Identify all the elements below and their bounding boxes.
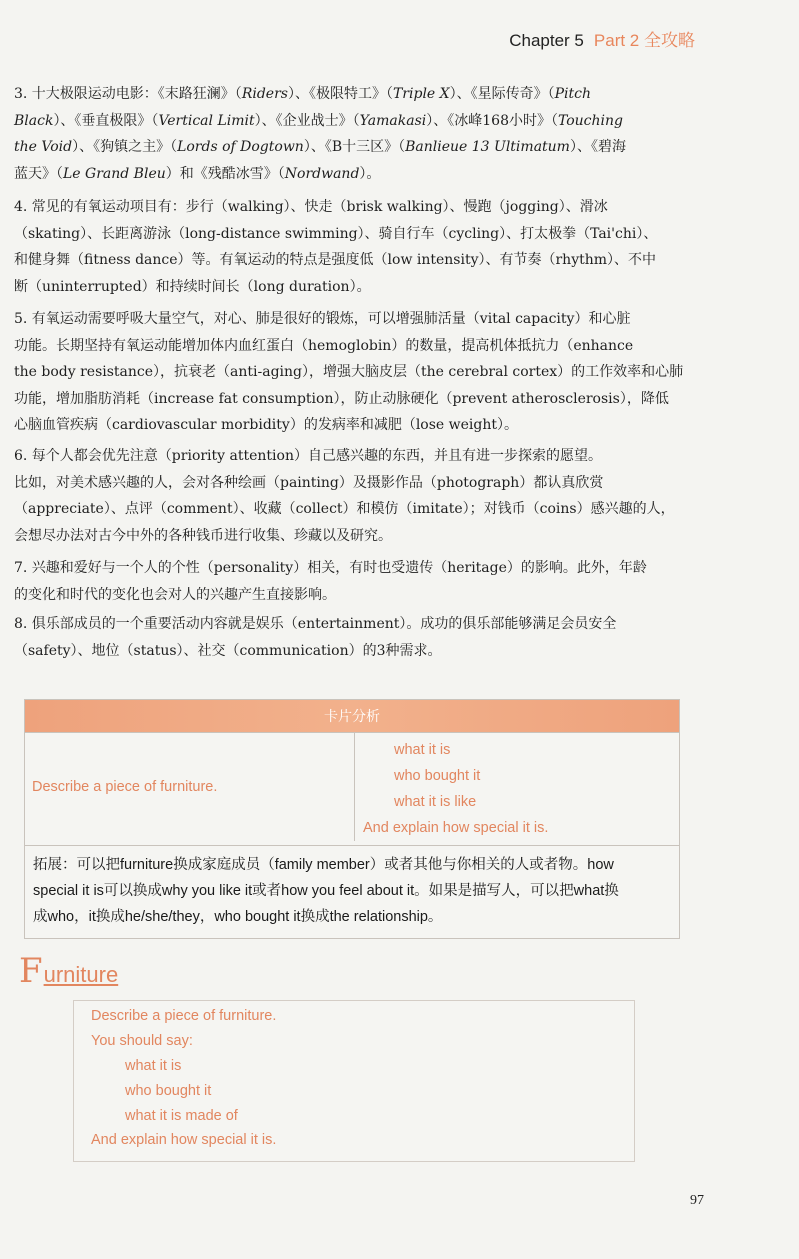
paragraph-line: 5. 有氧运动需要呼吸大量空气，对心、肺是很好的锻炼，可以增强肺活量（vital capacity）和心脏 bbox=[14, 311, 631, 327]
card-extension bbox=[25, 845, 679, 938]
paragraph-3-line-3: the Void）、《狗镇之主》（Lords of Dogtown）、《B十三区》（Banlieue 13 Ultimatum）、《碧海 bbox=[14, 139, 626, 155]
section-heading-furniture bbox=[19, 951, 118, 991]
card-analysis-row bbox=[25, 732, 679, 845]
paragraph-3-line-4: 蓝天》（Le Grand Bleu）和《残酷冰雪》（Nordwand）。 bbox=[14, 165, 381, 182]
card-point: what it is like bbox=[394, 794, 477, 810]
paragraph-line: 6. 每个人都会优先注意（priority attention）自己感兴趣的东西，并且有进一步探索的愿望。 bbox=[14, 448, 602, 464]
paragraph-line: 比如，对美术感兴趣的人，会对各种绘画（painting）及摄影作品（photograph）都认真欣赏 bbox=[14, 474, 604, 491]
page-number: 97 bbox=[690, 1193, 704, 1208]
paragraph-line: 的变化和时代的变化也会对人的兴趣产生直接影响。 bbox=[14, 586, 336, 603]
paragraph-line: 功能，增加脂肪消耗（increase fat consumption），防止动脉硬化（prevent atherosclerosis），降低 bbox=[14, 390, 669, 407]
card-extension-line: 拓展：可以把furniture换成家庭成员（family member）或者其他与你相关的人或者物。how bbox=[33, 857, 614, 873]
cue-card bbox=[73, 1000, 635, 1162]
paragraph-line: 功能。长期坚持有氧运动能增加体内血红蛋白（hemoglobin）的数量，提高机体抵抗力（enhance bbox=[14, 337, 634, 354]
card-analysis-title: 卡片分析 bbox=[25, 700, 679, 732]
chapter-label: Chapter 5 bbox=[509, 31, 584, 50]
card-extension-line: special it is可以换成why you like it或者how you feel about it。如果是描写人，可以把what换 bbox=[33, 883, 619, 899]
cue-card-conclusion: And explain how special it is. bbox=[91, 1132, 277, 1148]
running-header bbox=[509, 26, 695, 51]
paragraph-8 bbox=[14, 611, 688, 664]
paragraph-3 bbox=[14, 81, 688, 187]
paragraph-7 bbox=[14, 555, 688, 608]
paragraph-line: （appreciate）、点评（comment）、收藏（collect）和模仿（imitate）；对钱币（coins）感兴趣的人， bbox=[14, 501, 675, 517]
paragraph-3-line-2: Black）、《垂直极限》（Vertical Limit）、《企业战士》（Yamakasi）、《冰峰168小时》（Touching bbox=[14, 112, 623, 129]
cue-card-point: who bought it bbox=[125, 1083, 212, 1099]
paragraph-line: 和健身舞（fitness dance）等。有氧运动的特点是强度低（low intensity）、有节奏（rhythm）、不中 bbox=[14, 252, 657, 268]
cue-card-point: what it is bbox=[125, 1058, 182, 1074]
card-point: what it is bbox=[394, 742, 451, 758]
section-heading-rest: urniture bbox=[43, 962, 119, 987]
paragraph-6 bbox=[14, 443, 688, 549]
paragraph-line: （skating）、长距离游泳（long-distance swimming）、骑自行车（cycling）、打太极拳（Tai'chi）、 bbox=[14, 225, 658, 242]
card-extension-line: 成who，it换成he/she/they，who bought it换成the relationship。 bbox=[33, 909, 443, 925]
paragraph-line: 4. 常见的有氧运动项目有：步行（walking）、快走（brisk walking）、慢跑（jogging）、滑冰 bbox=[14, 199, 608, 215]
paragraph-line: 7. 兴趣和爱好与一个人的个性（personality）相关，有时也受遗传（heritage）的影响。此外，年龄 bbox=[14, 560, 647, 576]
card-conclusion: And explain how special it is. bbox=[363, 820, 549, 836]
cue-card-point: what it is made of bbox=[125, 1108, 238, 1124]
paragraph-line: 会想尽办法对古今中外的各种钱币进行收集、珍藏以及研究。 bbox=[14, 527, 392, 544]
paragraph-3-line-1: 3. 十大极限运动电影：《末路狂澜》（Riders）、《极限特工》（Triple X）、《星际传奇》（Pitch bbox=[14, 86, 592, 102]
paragraph-line: 心脑血管疾病（cardiovascular morbidity）的发病率和减肥（lose weight）。 bbox=[14, 417, 518, 433]
paragraph-5 bbox=[14, 306, 688, 439]
part-label: Part 2 全攻略 bbox=[593, 31, 695, 50]
card-analysis bbox=[24, 699, 680, 939]
card-point: who bought it bbox=[394, 768, 481, 784]
cue-card-topic: Describe a piece of furniture. bbox=[91, 1008, 277, 1024]
paragraph-line: the body resistance），抗衰老（anti-aging），增强大脑皮层（the cerebral cortex）的工作效率和心肺 bbox=[14, 364, 684, 380]
paragraph-line: 8. 俱乐部成员的一个重要活动内容就是娱乐（entertainment）。成功的俱乐部能够满足会员安全 bbox=[14, 616, 617, 632]
paragraph-line: 断（uninterrupted）和持续时间长（long duration）。 bbox=[14, 278, 371, 295]
section-heading-initial: F bbox=[19, 951, 43, 991]
paragraph-line: （safety）、地位（status）、社交（communication）的3种需求。 bbox=[14, 642, 442, 659]
paragraph-4 bbox=[14, 194, 688, 300]
card-topic: Describe a piece of furniture. bbox=[25, 733, 355, 841]
cue-card-should-say: You should say: bbox=[91, 1033, 193, 1049]
card-points bbox=[355, 733, 679, 845]
